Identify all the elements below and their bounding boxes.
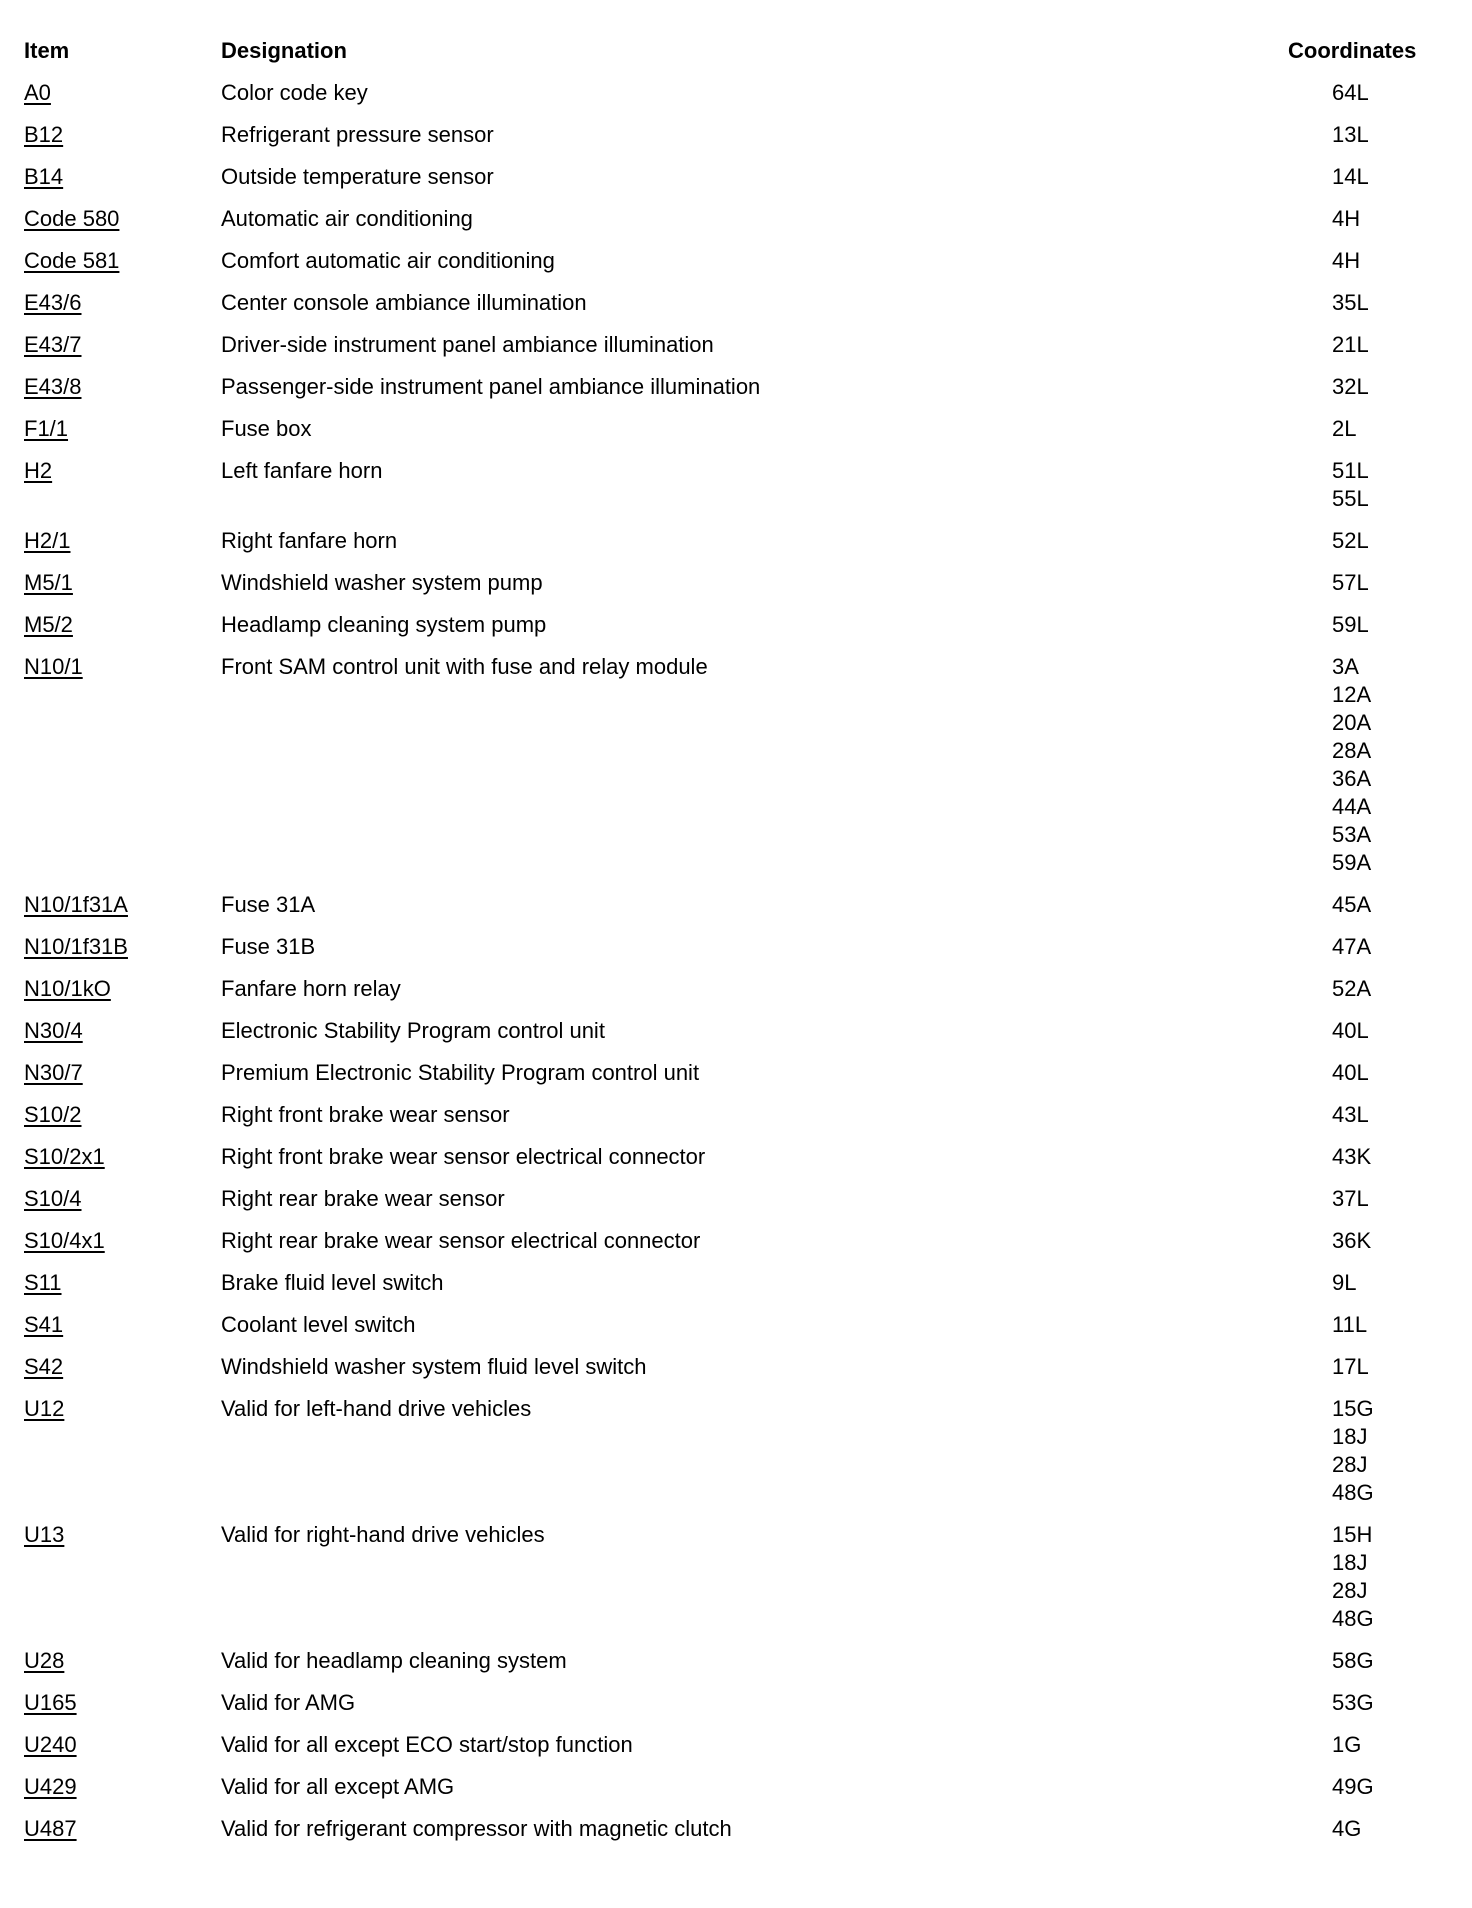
coordinates-cell — [1331, 205, 1360, 233]
coordinates-cell — [1331, 1101, 1369, 1129]
coordinates-cell — [1331, 331, 1369, 359]
designation-cell: Electronic Stability Program control unit — [221, 1018, 605, 1043]
coordinates-cell — [1331, 1395, 1374, 1507]
designation-cell: Valid for refrigerant compressor with magnetic clutch — [221, 1816, 732, 1841]
item-link[interactable]: U13 — [24, 1522, 65, 1547]
coordinate-value: 4G — [1332, 1816, 1362, 1841]
coordinate-value: 48G — [1332, 1606, 1374, 1631]
table-row — [0, 569, 1472, 611]
designation-cell: Fuse box — [221, 416, 312, 441]
designation-cell: Headlamp cleaning system pump — [221, 612, 547, 637]
coordinate-value: 32L — [1332, 374, 1369, 399]
coordinate-value: 13L — [1332, 122, 1369, 147]
table-row — [0, 1353, 1472, 1395]
item-cell — [24, 1689, 221, 1717]
item-link[interactable]: A0 — [24, 80, 51, 105]
designation-cell: Windshield washer system fluid level switch — [221, 1354, 647, 1379]
coordinate-value: 4H — [1332, 248, 1361, 273]
table-row — [0, 1647, 1472, 1689]
item-link[interactable]: S42 — [24, 1354, 64, 1379]
item-cell — [24, 1647, 221, 1675]
coordinates-cell — [1331, 1773, 1374, 1801]
coordinate-value: 20A — [1332, 710, 1372, 735]
coordinate-value: 11L — [1332, 1312, 1368, 1337]
table-row — [0, 289, 1472, 331]
item-cell — [24, 457, 221, 513]
coordinates-cell — [1331, 1059, 1369, 1087]
coordinate-value: 28A — [1332, 738, 1372, 763]
table-row — [0, 653, 1472, 891]
coordinates-cell — [1331, 1143, 1371, 1171]
item-link[interactable]: N10/1f31A — [24, 892, 128, 917]
coordinate-value: 59L — [1332, 612, 1369, 637]
designation-cell: Valid for left-hand drive vehicles — [221, 1396, 532, 1421]
coordinates-cell — [1331, 1269, 1356, 1297]
coordinate-value: 40L — [1332, 1018, 1369, 1043]
coordinate-value: 14L — [1332, 164, 1369, 189]
designation-cell: Fanfare horn relay — [221, 976, 401, 1001]
coordinate-value: 15G — [1332, 1396, 1374, 1421]
header-coordinates: Coordinates — [1288, 38, 1417, 63]
table-row — [0, 1269, 1472, 1311]
designation-cell: Driver-side instrument panel ambiance illumination — [221, 332, 714, 357]
item-cell — [24, 289, 221, 317]
item-cell — [24, 415, 221, 443]
designation-cell: Automatic air conditioning — [221, 206, 473, 231]
item-link[interactable]: B12 — [24, 122, 64, 147]
item-link[interactable]: U165 — [24, 1690, 77, 1715]
item-cell — [24, 1395, 221, 1507]
item-cell — [24, 611, 221, 639]
item-link[interactable]: N10/1kO — [24, 976, 111, 1001]
designation-cell: Brake fluid level switch — [221, 1270, 444, 1295]
coordinate-value: 28J — [1332, 1578, 1368, 1603]
coordinates-cell — [1331, 163, 1369, 191]
coordinates-cell — [1331, 527, 1369, 555]
coordinates-cell — [1331, 1815, 1361, 1843]
table-row — [0, 1773, 1472, 1815]
coordinate-value: 35L — [1332, 290, 1369, 315]
item-link[interactable]: F1/1 — [24, 416, 69, 441]
coordinates-cell — [1331, 611, 1369, 639]
item-cell — [24, 653, 221, 877]
table-header — [0, 37, 1472, 79]
coordinate-value: 45A — [1332, 892, 1372, 917]
item-cell — [24, 1227, 221, 1255]
item-link[interactable]: U28 — [24, 1648, 65, 1673]
item-cell — [24, 331, 221, 359]
item-cell — [24, 1185, 221, 1213]
coordinate-value: 47A — [1332, 934, 1372, 959]
item-cell — [24, 1353, 221, 1381]
coordinate-value: 17L — [1332, 1354, 1369, 1379]
designation-cell: Fuse 31B — [221, 934, 316, 959]
designation-cell: Right rear brake wear sensor electrical connector — [221, 1228, 701, 1253]
coordinate-value: 51L — [1332, 458, 1369, 483]
table-row — [0, 373, 1472, 415]
item-link[interactable]: Code 580 — [24, 206, 120, 231]
item-link[interactable]: S10/4x1 — [24, 1228, 105, 1253]
coordinates-cell — [1331, 373, 1369, 401]
table-row — [0, 331, 1472, 373]
table-row — [0, 1227, 1472, 1269]
coordinate-value: 1G — [1332, 1732, 1362, 1757]
designation-cell: Valid for headlamp cleaning system — [221, 1648, 567, 1673]
designation-cell: Comfort automatic air conditioning — [221, 248, 555, 273]
item-cell — [24, 1311, 221, 1339]
table-row — [0, 457, 1472, 527]
item-link[interactable]: S10/4 — [24, 1186, 82, 1211]
item-link[interactable]: S10/2x1 — [24, 1144, 105, 1169]
coordinates-cell — [1331, 1647, 1374, 1675]
designation-cell: Right front brake wear sensor — [221, 1102, 510, 1127]
coordinate-value: 53A — [1332, 822, 1372, 847]
item-cell — [24, 1017, 221, 1045]
coordinates-cell — [1331, 1185, 1369, 1213]
designation-cell: Color code key — [221, 80, 368, 105]
item-link[interactable]: S41 — [24, 1312, 64, 1337]
coordinates-cell — [1331, 1731, 1361, 1759]
item-cell — [24, 891, 221, 919]
coordinate-value: 36K — [1332, 1228, 1372, 1253]
coordinates-cell — [1331, 121, 1369, 149]
coordinate-value: 57L — [1332, 570, 1369, 595]
coordinate-value: 15H — [1332, 1522, 1373, 1547]
item-cell — [24, 975, 221, 1003]
designation-cell: Front SAM control unit with fuse and relay module — [221, 654, 708, 679]
designation-cell: Passenger-side instrument panel ambiance illumination — [221, 374, 761, 399]
table-row — [0, 611, 1472, 653]
table-row — [0, 1185, 1472, 1227]
table-row — [0, 205, 1472, 247]
table-row — [0, 1815, 1472, 1857]
item-cell — [24, 1269, 221, 1297]
coordinates-cell — [1331, 569, 1369, 597]
coordinate-value: 4H — [1332, 206, 1361, 231]
item-link[interactable]: H2 — [24, 458, 53, 483]
coordinate-value: 53G — [1332, 1690, 1374, 1715]
coordinates-cell — [1331, 975, 1371, 1003]
table-row — [0, 1101, 1472, 1143]
table-row — [0, 1059, 1472, 1101]
table-row — [0, 1017, 1472, 1059]
item-cell — [24, 1143, 221, 1171]
coordinates-cell — [1331, 79, 1369, 107]
coordinates-cell — [1331, 933, 1371, 961]
coordinate-value: 9L — [1332, 1270, 1357, 1295]
coordinate-value: 18J — [1332, 1550, 1368, 1575]
item-cell — [24, 205, 221, 233]
coordinates-cell — [1331, 1017, 1369, 1045]
table-row — [0, 163, 1472, 205]
item-cell — [24, 1101, 221, 1129]
item-link[interactable]: N30/4 — [24, 1018, 83, 1043]
coordinate-value: 44A — [1332, 794, 1372, 819]
table-row — [0, 1395, 1472, 1521]
item-cell — [24, 121, 221, 149]
table-row — [0, 933, 1472, 975]
table-row — [0, 1731, 1472, 1773]
item-cell — [24, 933, 221, 961]
table-row — [0, 121, 1472, 163]
designation-cell: Center console ambiance illumination — [221, 290, 587, 315]
item-link[interactable]: E43/6 — [24, 290, 82, 315]
item-cell — [24, 373, 221, 401]
item-link[interactable]: H2/1 — [24, 528, 71, 553]
item-link[interactable]: S11 — [24, 1270, 62, 1295]
header-designation: Designation — [221, 38, 347, 63]
item-cell — [24, 1521, 221, 1633]
item-link[interactable]: E43/7 — [24, 332, 82, 357]
table-row — [0, 1311, 1472, 1353]
coordinate-value: 64L — [1332, 80, 1369, 105]
table-row — [0, 891, 1472, 933]
header-item: Item — [24, 38, 70, 63]
item-link[interactable]: B14 — [24, 164, 64, 189]
designation-cell: Left fanfare horn — [221, 458, 383, 483]
coordinate-value: 28J — [1332, 1452, 1368, 1477]
designation-cell: Fuse 31A — [221, 892, 316, 917]
table-row — [0, 415, 1472, 457]
designation-cell: Right fanfare horn — [221, 528, 398, 553]
coordinates-cell — [1331, 415, 1356, 443]
table-row — [0, 527, 1472, 569]
coordinate-value: 37L — [1332, 1186, 1369, 1211]
designation-cell: Valid for all except AMG — [221, 1774, 455, 1799]
item-cell — [24, 79, 221, 107]
item-cell — [24, 1815, 221, 1843]
coordinates-cell — [1331, 1353, 1369, 1381]
item-cell — [24, 1059, 221, 1087]
designation-cell: Right rear brake wear sensor — [221, 1186, 505, 1211]
item-link[interactable]: S10/2 — [24, 1102, 82, 1127]
coordinate-value: 52L — [1332, 528, 1369, 553]
coordinate-value: 52A — [1332, 976, 1372, 1001]
coordinate-value: 43L — [1332, 1102, 1369, 1127]
coordinate-value: 36A — [1332, 766, 1372, 791]
designation-cell: Coolant level switch — [221, 1312, 416, 1337]
coordinates-cell — [1331, 653, 1371, 877]
item-cell — [24, 569, 221, 597]
table-row — [0, 975, 1472, 1017]
coordinate-value: 49G — [1332, 1774, 1374, 1799]
item-link[interactable]: U487 — [24, 1816, 77, 1841]
item-cell — [24, 1731, 221, 1759]
coordinate-value: 21L — [1332, 332, 1369, 357]
coordinates-cell — [1331, 1689, 1374, 1717]
designation-cell: Outside temperature sensor — [221, 164, 494, 189]
item-link[interactable]: M5/1 — [24, 570, 73, 595]
item-cell — [24, 1773, 221, 1801]
item-link[interactable]: U12 — [24, 1396, 65, 1421]
coordinates-cell — [1331, 247, 1360, 275]
coordinate-value: 40L — [1332, 1060, 1369, 1085]
coordinate-value: 18J — [1332, 1424, 1368, 1449]
designation-cell: Refrigerant pressure sensor — [221, 122, 494, 147]
coordinate-value: 48G — [1332, 1480, 1374, 1505]
item-link[interactable]: N10/1 — [24, 654, 83, 679]
table-row — [0, 1689, 1472, 1731]
coordinates-cell — [1331, 1521, 1374, 1633]
item-link[interactable]: E43/8 — [24, 374, 82, 399]
coordinates-cell — [1331, 1227, 1371, 1255]
coordinates-cell — [1331, 289, 1369, 317]
coordinate-value: 55L — [1332, 486, 1369, 511]
coordinates-cell — [1331, 457, 1369, 513]
item-link[interactable]: M5/2 — [24, 612, 73, 637]
coordinate-value: 2L — [1332, 416, 1357, 441]
item-cell — [24, 247, 221, 275]
component-table — [0, 37, 1472, 1857]
coordinate-value: 58G — [1332, 1648, 1374, 1673]
table-body — [0, 79, 1472, 1857]
table-row — [0, 1521, 1472, 1647]
designation-cell: Right front brake wear sensor electrical connector — [221, 1144, 706, 1169]
designation-cell: Valid for right-hand drive vehicles — [221, 1522, 545, 1547]
coordinate-value: 59A — [1332, 850, 1372, 875]
coordinate-value: 3A — [1332, 654, 1359, 679]
coordinate-value: 43K — [1332, 1144, 1372, 1169]
item-link[interactable]: U429 — [24, 1774, 77, 1799]
table-row — [0, 1143, 1472, 1185]
coordinate-value: 12A — [1332, 682, 1372, 707]
coordinates-cell — [1331, 891, 1371, 919]
table-row — [0, 79, 1472, 121]
item-link[interactable]: N30/7 — [24, 1060, 83, 1085]
item-cell — [24, 527, 221, 555]
item-link[interactable]: N10/1f31B — [24, 934, 128, 959]
designation-cell: Windshield washer system pump — [221, 570, 543, 595]
coordinates-cell — [1331, 1311, 1367, 1339]
designation-cell: Valid for AMG — [221, 1690, 356, 1715]
designation-cell: Premium Electronic Stability Program control unit — [221, 1060, 700, 1085]
item-link[interactable]: U240 — [24, 1732, 77, 1757]
table-row — [0, 247, 1472, 289]
designation-cell: Valid for all except ECO start/stop function — [221, 1732, 633, 1757]
item-cell — [24, 163, 221, 191]
item-link[interactable]: Code 581 — [24, 248, 120, 273]
